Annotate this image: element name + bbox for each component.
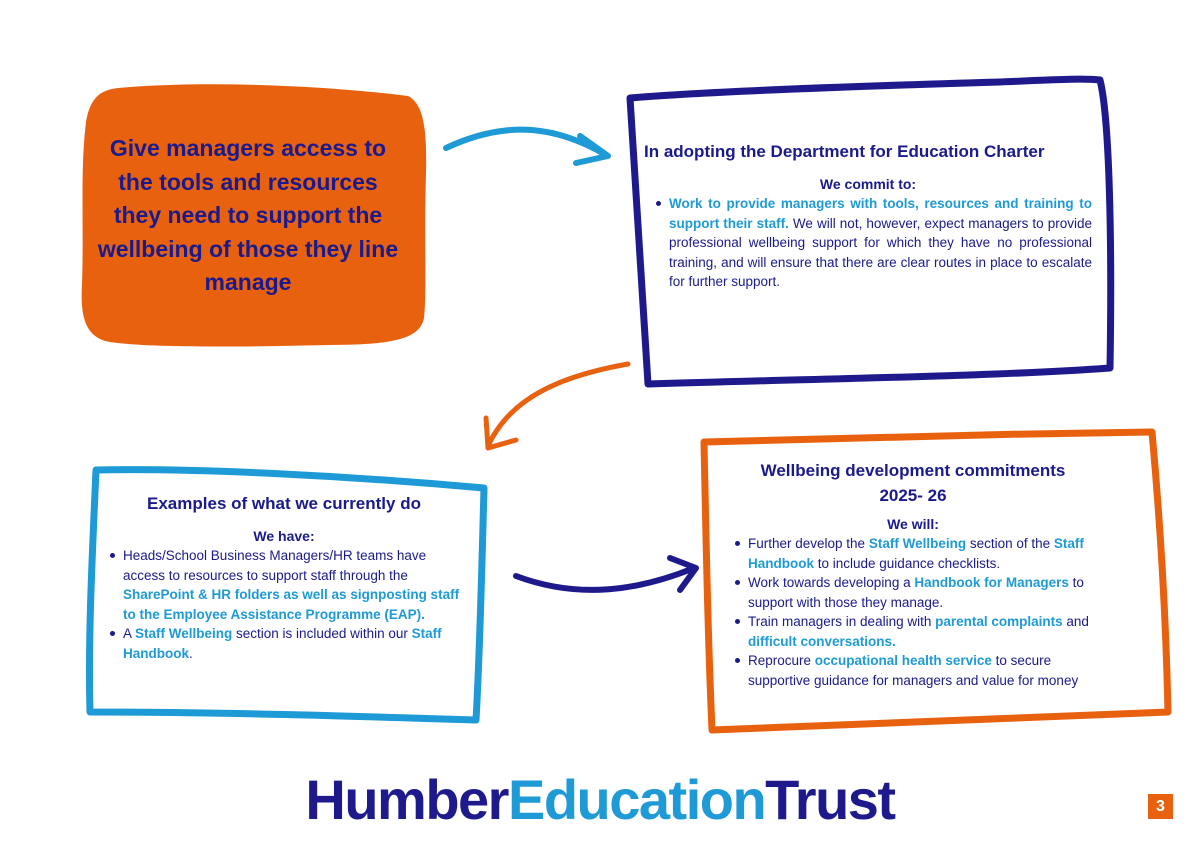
charter-box <box>644 142 1092 292</box>
orange-box-text: Give managers access to the tools and resources they need to support the wellbeing of those they line manage <box>97 135 399 295</box>
logo-part-trust: Trust <box>765 768 895 831</box>
future-b1-text-b: section of the <box>966 536 1054 551</box>
current-item2-text-a: A <box>123 626 136 641</box>
list-item <box>733 612 1093 651</box>
logo-part-education: Education <box>507 768 766 831</box>
list-item <box>733 534 1093 573</box>
future-b3-text-b: and <box>1062 614 1089 629</box>
future-box-title-line2: 2025- 26 <box>879 486 947 505</box>
arrow-right-navy <box>516 568 694 590</box>
current-item2-text-c: . <box>189 645 193 661</box>
page-number-badge: 3 <box>1148 794 1173 819</box>
list-item <box>733 573 1093 612</box>
future-list <box>733 534 1093 690</box>
list-item <box>108 546 460 624</box>
current-box-heading: We have: <box>253 528 315 544</box>
future-b2-text-b: to support with those they manage. <box>748 575 1084 610</box>
future-b4-text-a: Reprocure <box>748 653 815 668</box>
list-item <box>108 624 460 663</box>
future-b1-highlight-2: Staff Handbook <box>748 536 1084 571</box>
current-box-title: Examples of what we currently do <box>147 494 421 513</box>
charter-bullet-highlight: Work to provide managers with tools, resources and training to support their staff. <box>669 196 1092 231</box>
arrow-right-cyan <box>446 130 606 155</box>
charter-list <box>654 194 1092 292</box>
current-list <box>108 546 460 663</box>
future-b3-text-a: Train managers in dealing with <box>748 614 936 629</box>
current-item1-highlight: SharePoint & HR folders as well as signposting staff to the Employee Assistance Programme (EAP). <box>123 587 460 622</box>
future-box-title-line1: Wellbeing development commitments <box>760 461 1066 480</box>
logo-part-humber: Humber <box>305 768 508 831</box>
future-b1-text-a: Further develop the <box>748 536 869 551</box>
future-box-heading: We will: <box>887 516 939 532</box>
humber-education-trust-logo <box>0 770 1200 830</box>
future-b3-highlight-2: difficult conversations. <box>748 633 896 649</box>
arrow-down-orange <box>488 364 628 446</box>
current-item2-highlight-2: Staff Handbook <box>123 626 442 661</box>
current-item1-text: Heads/School Business Managers/HR teams have access to resources to support staff through the <box>123 548 427 583</box>
future-b4-text-b: to secure supportive guidance for managers and value for money <box>748 653 1079 688</box>
list-item <box>733 651 1093 690</box>
future-b1-text-c: to include guidance checklists. <box>814 555 1001 571</box>
future-b1-highlight-1: Staff Wellbeing <box>868 536 967 551</box>
future-b2-highlight: Handbook for Managers <box>914 575 1069 590</box>
future-b3-highlight-1: parental complaints <box>935 614 1063 629</box>
current-box <box>108 494 460 663</box>
current-item2-text-b: section is included within our <box>232 626 412 641</box>
future-b2-text-a: Work towards developing a <box>748 575 915 590</box>
current-item2-highlight-1: Staff Wellbeing <box>135 626 233 641</box>
future-box <box>733 458 1093 690</box>
list-item <box>654 194 1092 292</box>
charter-bullet-text: We will not, however, expect managers to provide professional wellbeing support for which they have no professional training, and will ensure that there are clear routes in place to escalate for further support. <box>669 215 1092 289</box>
future-box-title <box>733 458 1093 508</box>
charter-commit-heading: We commit to: <box>819 176 917 192</box>
future-b4-highlight: occupational health service <box>814 653 992 668</box>
charter-box-title: In adopting the Department for Education Charter <box>644 142 1045 161</box>
